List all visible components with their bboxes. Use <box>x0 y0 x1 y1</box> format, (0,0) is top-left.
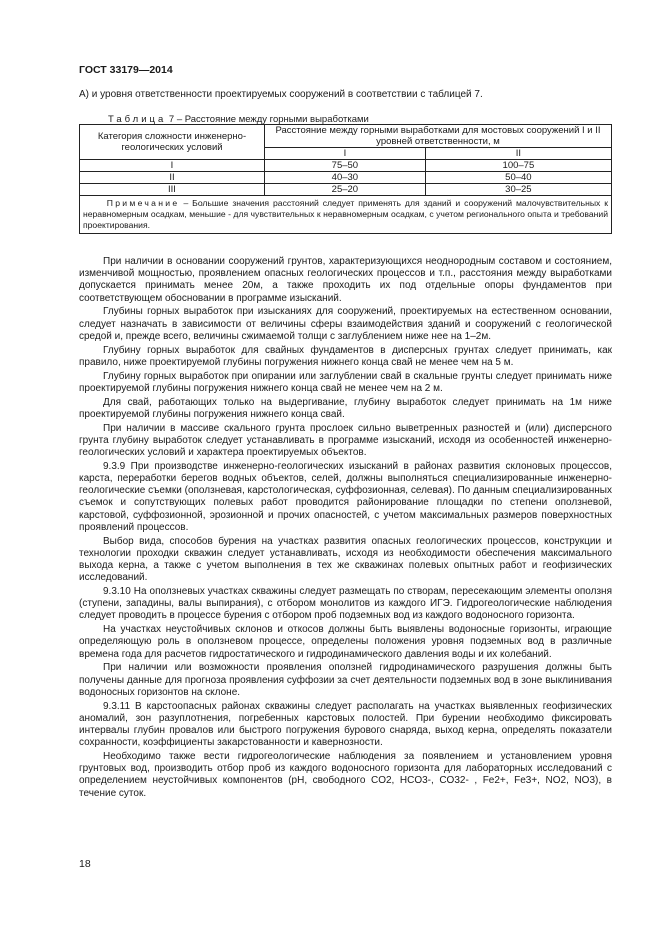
paragraph: Глубины горных выработок при изысканиях для сооружений, проектируемых на естественном основании, следует назначать в зависимости от величины сферы взаимодействия зданий и сооружений с геологической средой и, прежде всего, величины сжимаемой толщи с заглублением ниже нее на 1–2м. <box>79 306 612 342</box>
distance-table <box>79 124 612 234</box>
cell-category: I <box>80 160 265 172</box>
table-caption-word: Таблица <box>108 114 167 125</box>
paragraph: 9.3.9 При производстве инженерно-геологических изысканий в районах развития склоновых процессов, карста, переработки берегов водных объектов, селей, должны выполняться специализированные инженерно-геологические съемки (оползневая, карстологическая, суффозионная, селевая). По данным специализированных съемок и сопутствующих полевых работ проводится районирование площадки по степени оползневой, карстовой, суффозионной, эрозионной и прочих опасностей, с учетом максимальных размеров поверхностных проявлений процессов. <box>79 460 612 533</box>
table-note <box>80 196 612 234</box>
paragraph: Выбор вида, способов бурения на участках развития опасных геологических процессов, конструкции и технологии проходки скважин следует устанавливать, исходя из необходимости обеспечения максимального выхода керна, а также с учетом выполнения в тех же скважинах полевых опытных работ и геофизических исследований. <box>79 535 612 584</box>
page-number: 18 <box>79 858 91 870</box>
col-level-1-header: I <box>265 148 426 160</box>
cell-category: II <box>80 172 265 184</box>
body-text <box>79 256 612 801</box>
paragraph: Глубину горных выработок для свайных фундаментов в дисперсных грунтах следует принимать, как правило, ниже проектируемой глубины погружения нижнего конца свай не менее чем на 5 м. <box>79 344 612 368</box>
table-header-row <box>80 125 612 148</box>
paragraph: Глубину горных выработок при опирании или заглублении свай в скальные грунты следует принимать ниже проектируемой глубины погружения нижнего конца свай не менее чем на 2 м. <box>79 370 612 394</box>
paragraph: При наличии в основании сооружений грунтов, характеризующихся неоднородным составом и состоянием, изменчивой мощностью, проявлением опасных геологических процессов и т.п., расстояния между выработками допускается принимать менее 20м, а также проходить их под отдельные опоры фундаментов при соответствующем обосновании в программе изысканий. <box>79 256 612 304</box>
intro-line: А) и уровня ответственности проектируемых сооружений в соответствии с таблицей 7. <box>79 89 483 100</box>
table-row <box>80 172 612 184</box>
col-level-2-header: II <box>425 148 611 160</box>
paragraph: 9.3.11 В карстоопасных районах скважины следует располагать на участках выявленных геофизических аномалий, зон разуплотнения, погребенных карстовых полостей. При бурении необходимо фиксировать интервалы глубин провалов или быстрого погружения бурового снаряда, выход керна, определять показатели сохранности, коэффициенты закарстованности и кавернозности. <box>79 700 612 749</box>
cell-category: III <box>80 184 265 196</box>
paragraph: На участках неустойчивых склонов и откосов должны быть выявлены водоносные горизонты, играющие определяющую роль в оползневом процессе, определены положения уровня подземных вод в различные времена года для расчетов гидростатического и гидродинамического давления воды и их колебаний. <box>79 624 612 660</box>
cell-level-1: 75–50 <box>265 160 426 172</box>
paragraph: Необходимо также вести гидрогеологические наблюдения за появлением и установлением уровня грунтовых вод, производить отбор проб из каждого водоносного горизонта для лабораторных исследований с определением неустойчивых компонентов (pH, свободного CO2, HCO3-, CO32- , Fe2+, Fe3+, NO2, NO3), в течение суток. <box>79 751 612 799</box>
cell-level-2: 100–75 <box>425 160 611 172</box>
cell-level-2: 50–40 <box>425 172 611 184</box>
cell-level-1: 25–20 <box>265 184 426 196</box>
paragraph: Для свай, работающих только на выдергивание, глубину выработок следует принимать на 1м ниже проектируемой глубины погружения нижнего конца свай. <box>79 396 612 420</box>
col-category-header: Категория сложности инженерно-геологических условий <box>80 125 265 160</box>
cell-level-2: 30–25 <box>425 184 611 196</box>
note-text: – Большие значения расстояний следует применять для зданий и сооружений малочувствительных к неравномерным осадкам, меньшие - для чувствительных к неравномерным осадкам, с учетом регионального опыта и требований проектирования. <box>83 198 609 230</box>
paragraph: При наличии или возможности проявления оползней гидродинамического разрушения должны быть получены данные для прогноза проявления суффозии за счет деятельности подземных вод в зоне выклинивания водоносных горизонтов на склоне. <box>79 662 612 698</box>
paragraph: 9.3.10 На оползневых участках скважины следует размещать по створам, пересекающим элементы оползня (ступени, западины, валы выпирания), с отбором монолитов из каждого ИГЭ. Гидрогеологические наблюдения следует проводить в процессе бурения с отбором проб подземных вод из каждого водоносного горизонта. <box>79 586 612 622</box>
note-word: Примечание <box>106 198 180 208</box>
col-distance-header: Расстояние между горными выработками для мостовых сооружений I и II уровней ответственности, м <box>265 125 612 148</box>
table-row <box>80 160 612 172</box>
table-caption-text: 7 – Расстояние между горными выработками <box>168 114 369 125</box>
document-code: ГОСТ 33179—2014 <box>79 64 173 76</box>
table-note-row <box>80 196 612 234</box>
paragraph: При наличии в массиве скального грунта прослоек сильно выветренных разностей и (или) дисперсного грунта глубину выработок следует устанавливать в программе изысканий, исходя из особенностей инженерно-геологических условий и характера проектируемых объектов. <box>79 422 612 459</box>
cell-level-1: 40–30 <box>265 172 426 184</box>
table-row <box>80 184 612 196</box>
